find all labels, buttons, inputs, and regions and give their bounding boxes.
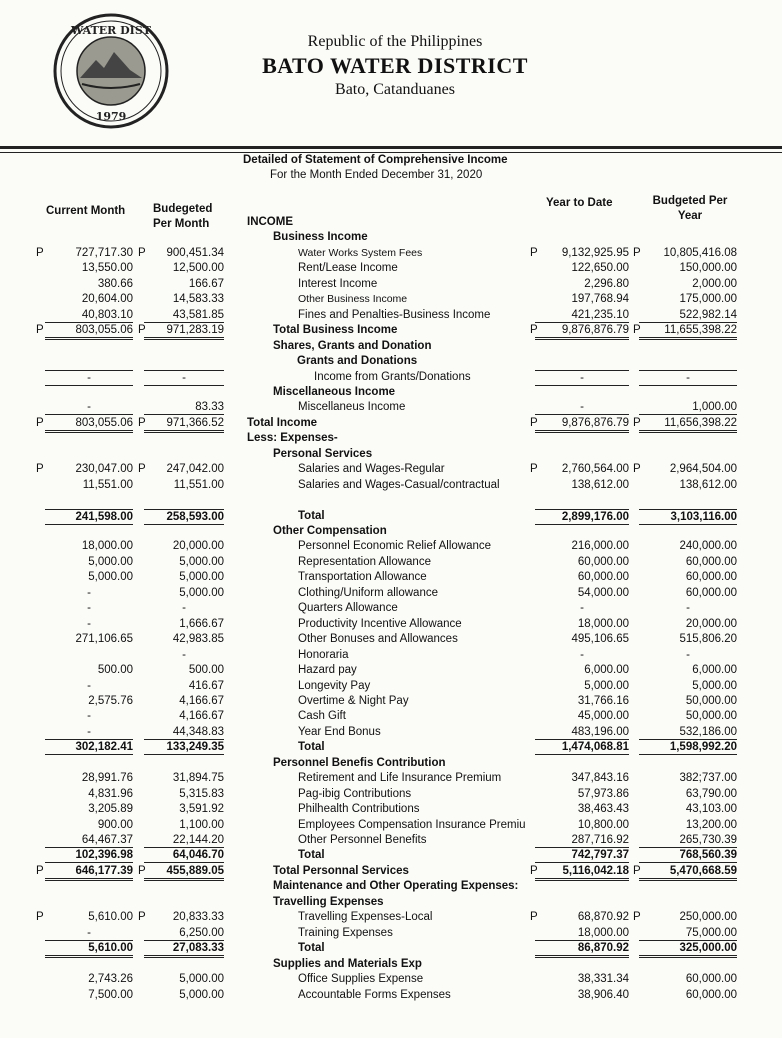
amount-cm: 20,604.00 [81, 293, 133, 305]
row-label: Other Personnel Benefits [298, 834, 427, 846]
amount-cm: 3,205.89 [88, 803, 133, 815]
row-label: Other Business Income [298, 293, 408, 305]
amount-cm: - [87, 587, 91, 599]
amount-bm: 11,551.00 [173, 479, 224, 491]
amount-by: - [639, 370, 737, 386]
svg-text:WATER DIST: WATER DIST [71, 24, 151, 37]
amount-ytd: 86,870.92 [535, 941, 629, 958]
amount-by: 240,000.00 [679, 540, 737, 552]
row-label: Business Income [273, 231, 368, 243]
amount-cm: 4,831.96 [88, 788, 133, 800]
amount-cm: - [87, 680, 91, 692]
amount-cm: - [45, 400, 133, 415]
amount-ytd: 216,000.00 [571, 540, 629, 552]
row-label: Grants and Donations [297, 355, 418, 367]
row-label: Honoraria [298, 649, 349, 661]
amount-bm: 14,583.33 [172, 293, 224, 305]
amount-by: 20,000.00 [685, 618, 737, 630]
amount-ytd: 38,906.40 [577, 989, 629, 1001]
amount-by: 382;737.00 [679, 772, 737, 784]
amount-by: 175,000.00 [679, 293, 737, 305]
row-label: Personnel Benefis Contribution [273, 757, 446, 769]
amount-ytd: 742,797.37 [535, 848, 629, 863]
amount-bm: 133,249.35 [144, 740, 224, 755]
amount-ytd: - [535, 370, 629, 386]
amount-bm: 416.67 [188, 680, 224, 692]
amount-by: 63,790.00 [685, 788, 737, 800]
amount-bm: 5,000.00 [179, 556, 224, 568]
amount-ytd: 9,132,925.95 [561, 247, 629, 259]
amount-bm: 20,000.00 [172, 540, 224, 552]
row-label: Retirement and Life Insurance Premium [298, 772, 502, 784]
peso-sign: P [36, 463, 44, 475]
amount-by: 1,000.00 [639, 400, 737, 415]
amount-by: 60,000.00 [685, 587, 737, 599]
row-label: Personal Services [273, 448, 373, 460]
amount-cm: - [87, 710, 91, 722]
peso-sign: P [138, 463, 146, 475]
amount-cm: 64,467.37 [45, 833, 133, 848]
amount-bm: - [144, 370, 224, 386]
amount-bm: - [182, 602, 186, 614]
amount-ytd: 45,000.00 [577, 710, 629, 722]
amount-bm: 258,593.00 [144, 509, 224, 525]
row-label: Office Supplies Expense [298, 973, 424, 985]
row-label: Fines and Penalties-Business Income [298, 309, 491, 321]
svg-text:1979: 1979 [95, 110, 127, 123]
amount-cm: 11,551.00 [82, 479, 133, 491]
amount-by: 11,655,398.22 [639, 323, 737, 340]
amount-bm: 43,581.85 [144, 308, 224, 323]
row-label: Travelling Expenses [273, 896, 384, 908]
amount-ytd: 60,000.00 [577, 571, 629, 583]
peso-sign: P [36, 247, 44, 259]
row-label: Longevity Pay [298, 680, 371, 692]
amount-cm: 5,610.00 [45, 941, 133, 958]
row-label: Supplies and Materials Exp [273, 958, 422, 970]
amount-cm: - [45, 370, 133, 386]
amount-cm: 271,106.65 [75, 633, 133, 645]
amount-by: 43,103.00 [685, 803, 737, 815]
agency-seal [52, 12, 170, 130]
amount-bm: 1,100.00 [179, 819, 224, 831]
amount-bm: 900,451.34 [166, 247, 224, 259]
amount-cm: 380.66 [97, 278, 133, 290]
row-label: Income from Grants/Donations [314, 371, 471, 383]
amount-by: 50,000.00 [685, 710, 737, 722]
amount-ytd: - [580, 649, 584, 661]
row-label: Water Works System Fees [298, 247, 423, 259]
row-label: Total [298, 942, 325, 954]
amount-bm: - [182, 649, 186, 661]
row-label: Total [298, 741, 325, 753]
peso-sign: P [36, 417, 44, 429]
amount-by: 150,000.00 [679, 262, 737, 274]
amount-ytd: 495,106.65 [571, 633, 629, 645]
amount-cm: 7,500.00 [88, 989, 133, 1001]
amount-bm: 5,000.00 [179, 973, 224, 985]
amount-ytd: 483,196.00 [535, 725, 629, 740]
amount-by: 3,103,116.00 [639, 509, 737, 525]
amount-ytd: 9,876,876.79 [535, 416, 629, 433]
row-label: Philhealth Contributions [298, 803, 420, 815]
row-label: Representation Allowance [298, 556, 431, 568]
amount-bm: 1,666.67 [179, 618, 224, 630]
amount-cm: 241,598.00 [45, 509, 133, 525]
amount-cm: 102,396.98 [45, 848, 133, 863]
peso-sign: P [530, 417, 538, 429]
row-label: Total Business Income [273, 324, 398, 336]
amount-cm: 5,000.00 [88, 556, 133, 568]
amount-by: 2,964,504.00 [669, 463, 737, 475]
amount-cm: 302,182.41 [45, 740, 133, 755]
amount-cm: 28,991.76 [81, 772, 133, 784]
amount-ytd: 10,800.00 [577, 819, 629, 831]
peso-sign: P [138, 324, 146, 336]
row-label: INCOME [247, 216, 293, 228]
amount-cm: - [87, 618, 91, 630]
amount-ytd: 138,612.00 [571, 479, 629, 491]
amount-by: 10,805,416.08 [663, 247, 737, 259]
amount-cm: 727,717.30 [75, 247, 133, 259]
header-year-to-date: Year to Date [546, 197, 613, 209]
amount-ytd: 197,768.94 [571, 293, 629, 305]
amount-ytd: 2,760,564.00 [561, 463, 629, 475]
peso-sign: P [36, 324, 44, 336]
amount-bm: 12,500.00 [172, 262, 224, 274]
row-label: Year End Bonus [298, 726, 381, 738]
peso-sign: P [138, 247, 146, 259]
peso-sign: P [530, 865, 538, 877]
amount-cm: 13,550.00 [81, 262, 133, 274]
amount-by: 522,982.14 [639, 308, 737, 323]
amount-bm: 83.33 [144, 400, 224, 415]
amount-by: 5,470,668.59 [639, 864, 737, 881]
amount-by: 6,000.00 [692, 664, 737, 676]
peso-sign: P [138, 911, 146, 923]
row-label: Interest Income [298, 278, 378, 290]
amount-bm: 5,000.00 [179, 571, 224, 583]
amount-ytd: 57,973.86 [577, 788, 629, 800]
amount-bm: 971,366.52 [144, 416, 224, 433]
letterhead-divider [0, 146, 782, 149]
amount-ytd: 38,463.43 [577, 803, 629, 815]
amount-ytd: 421,235.10 [535, 308, 629, 323]
amount-by: 60,000.00 [685, 556, 737, 568]
amount-cm: 2,743.26 [88, 973, 133, 985]
amount-bm: 5,000.00 [179, 989, 224, 1001]
header-budgeted-year: Budgeted Per Year [652, 195, 728, 222]
amount-by: 5,000.00 [692, 680, 737, 692]
row-label: Total [298, 510, 325, 522]
amount-ytd: 18,000.00 [535, 926, 629, 941]
row-label: Maintenance and Other Operating Expenses: [273, 880, 519, 892]
agency-name: BATO WATER DISTRICT [262, 53, 528, 78]
amount-by: - [686, 649, 690, 661]
amount-cm: 230,047.00 [75, 463, 133, 475]
amount-ytd: - [535, 400, 629, 415]
peso-sign: P [633, 247, 641, 259]
row-label: Salaries and Wages-Regular [298, 463, 445, 475]
header-current-month: Current Month [46, 205, 126, 217]
amount-cm: 5,610.00 [88, 911, 133, 923]
amount-by: 60,000.00 [685, 989, 737, 1001]
row-label: Rent/Lease Income [298, 262, 398, 274]
amount-cm: 500.00 [97, 664, 133, 676]
peso-sign: P [36, 865, 44, 877]
row-label: Total [298, 849, 325, 861]
amount-ytd: 287,716.92 [535, 833, 629, 848]
amount-bm: 44,348.83 [144, 725, 224, 740]
amount-by: 60,000.00 [685, 571, 737, 583]
amount-by: - [686, 602, 690, 614]
amount-by: 60,000.00 [685, 973, 737, 985]
row-label: Employees Compensation Insurance Premiu [298, 819, 526, 831]
amount-ytd: 347,843.16 [571, 772, 629, 784]
amount-cm: - [45, 725, 133, 740]
amount-bm: 5,000.00 [179, 587, 224, 599]
amount-by: 1,598,992.20 [639, 740, 737, 755]
amount-by: 532,186.00 [639, 725, 737, 740]
amount-ytd: 6,000.00 [584, 664, 629, 676]
row-label: Other Bonuses and Allowances [298, 633, 458, 645]
amount-bm: 20,833.33 [172, 911, 224, 923]
peso-sign: P [633, 417, 641, 429]
peso-sign: P [138, 865, 146, 877]
amount-cm: 2,575.76 [88, 695, 133, 707]
amount-ytd: 122,650.00 [571, 262, 629, 274]
row-label: Total Income [247, 417, 318, 429]
amount-bm: 22,144.20 [144, 833, 224, 848]
amount-ytd: 38,331.34 [577, 973, 629, 985]
amount-bm: 166.67 [188, 278, 224, 290]
amount-ytd: - [580, 602, 584, 614]
row-label: Salaries and Wages-Casual/contractual [298, 479, 500, 491]
amount-by: 515,806.20 [679, 633, 737, 645]
amount-bm: 31,894.75 [172, 772, 224, 784]
row-label: Hazard pay [298, 664, 357, 676]
peso-sign: P [138, 417, 146, 429]
amount-cm: - [87, 602, 91, 614]
republic-line: Republic of the Philippines [307, 33, 483, 50]
row-label: Travelling Expenses-Local [298, 911, 433, 923]
amount-bm: 971,283.19 [144, 323, 224, 340]
amount-cm: 900.00 [97, 819, 133, 831]
amount-cm: 803,055.06 [45, 416, 133, 433]
peso-sign: P [530, 324, 538, 336]
amount-bm: 4,166.67 [179, 710, 224, 722]
amount-ytd: 9,876,876.79 [535, 323, 629, 340]
amount-ytd: 5,116,042.18 [535, 864, 629, 881]
amount-by: 2,000.00 [692, 278, 737, 290]
amount-ytd: 5,000.00 [584, 680, 629, 692]
peso-sign: P [530, 463, 538, 475]
row-label: Productivity Incentive Allowance [298, 618, 462, 630]
agency-location: Bato, Catanduanes [335, 81, 455, 98]
row-label: Shares, Grants and Donation [273, 340, 432, 352]
header-budgeted-month: Budegeted Per Month [153, 203, 213, 230]
row-label: Pag-ibig Contributions [298, 788, 412, 800]
row-label: Clothing/Uniform allowance [298, 587, 438, 599]
amount-bm: 42,983.85 [172, 633, 224, 645]
amount-by: 250,000.00 [679, 911, 737, 923]
row-label: Training Expenses [298, 927, 393, 939]
row-label: Less: Expenses- [247, 432, 338, 444]
amount-bm: 500.00 [188, 664, 224, 676]
amount-bm: 27,083.33 [144, 941, 224, 958]
amount-bm: 247,042.00 [166, 463, 224, 475]
peso-sign: P [633, 324, 641, 336]
amount-by: 13,200.00 [685, 819, 737, 831]
row-label: Miscellaneus Income [298, 401, 406, 413]
amount-ytd: 1,474,068.81 [535, 740, 629, 755]
amount-ytd: 60,000.00 [577, 556, 629, 568]
peso-sign: P [633, 865, 641, 877]
amount-cm: 803,055.06 [45, 323, 133, 340]
amount-bm: 4,166.67 [179, 695, 224, 707]
peso-sign: P [530, 911, 538, 923]
row-label: Other Compensation [273, 525, 387, 537]
amount-cm: 40,803.10 [45, 308, 133, 323]
row-label: Miscellaneous Income [273, 386, 396, 398]
amount-cm: - [45, 926, 133, 941]
row-label: Total Personnal Services [273, 865, 409, 877]
amount-bm: 64,046.70 [144, 848, 224, 863]
report-title: Detailed of Statement of Comprehensive Income [243, 154, 508, 166]
amount-ytd: 2,899,176.00 [535, 509, 629, 525]
amount-ytd: 2,296.80 [584, 278, 629, 290]
amount-cm: 5,000.00 [88, 571, 133, 583]
row-label: Personnel Economic Relief Allowance [298, 540, 492, 552]
amount-cm: 646,177.39 [45, 864, 133, 881]
peso-sign: P [36, 911, 44, 923]
peso-sign: P [633, 911, 641, 923]
amount-ytd: 68,870.92 [577, 911, 629, 923]
amount-by: 75,000.00 [639, 926, 737, 941]
amount-bm: 6,250.00 [144, 926, 224, 941]
amount-by: 11,656,398.22 [639, 416, 737, 433]
amount-by: 50,000.00 [685, 695, 737, 707]
amount-by: 138,612.00 [679, 479, 737, 491]
row-label: Transportation Allowance [298, 571, 427, 583]
amount-ytd: 18,000.00 [577, 618, 629, 630]
peso-sign: P [633, 463, 641, 475]
peso-sign: P [530, 247, 538, 259]
report-subtitle: For the Month Ended December 31, 2020 [270, 169, 483, 181]
amount-by: 325,000.00 [639, 941, 737, 958]
letterhead-divider-thin [0, 152, 782, 153]
amount-ytd: 54,000.00 [577, 587, 629, 599]
row-label: Accountable Forms Expenses [298, 989, 451, 1001]
amount-cm: 18,000.00 [81, 540, 133, 552]
amount-bm: 3,591.92 [179, 803, 224, 815]
amount-by: 768,560.39 [639, 848, 737, 863]
amount-by: 265,730.39 [639, 833, 737, 848]
row-label: Cash Gift [298, 710, 346, 722]
amount-bm: 5,315.83 [179, 788, 224, 800]
row-label: Quarters Allowance [298, 602, 398, 614]
row-label: Overtime & Night Pay [298, 695, 409, 707]
amount-bm: 455,889.05 [144, 864, 224, 881]
amount-ytd: 31,766.16 [577, 695, 629, 707]
